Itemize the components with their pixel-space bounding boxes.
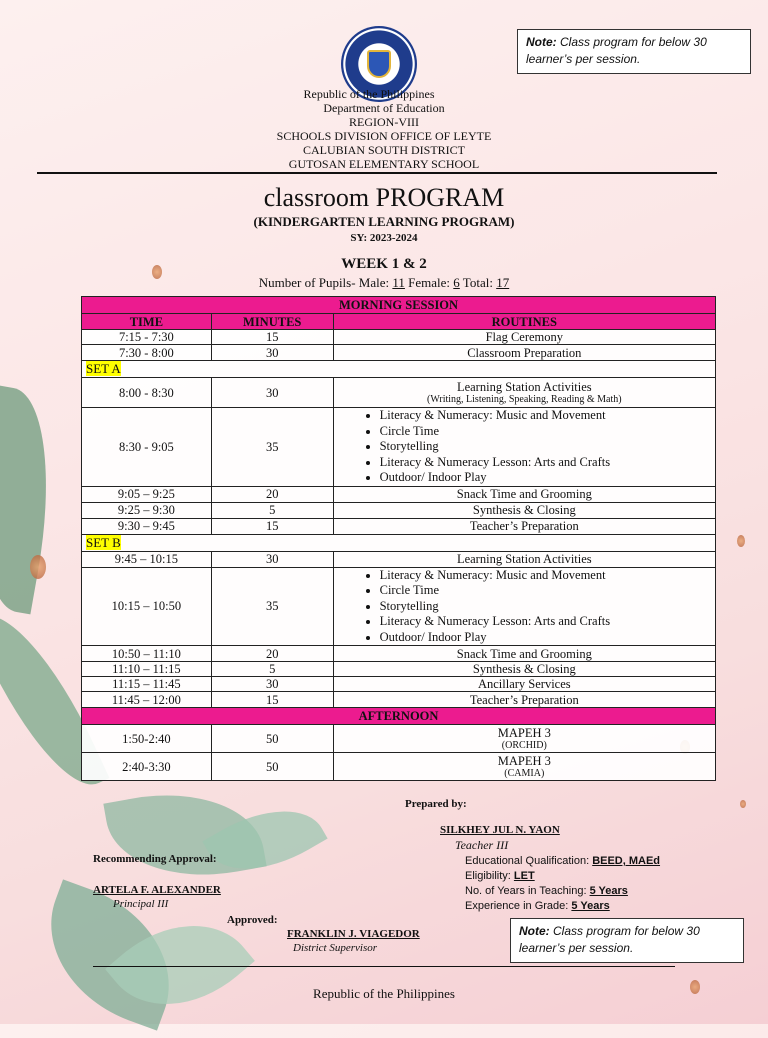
col-header-time: TIME (82, 314, 212, 330)
header-deped: Department of Education (323, 101, 445, 115)
list-item: • Circle Time (380, 424, 715, 440)
header-republic: Republic of the Philippines (303, 87, 435, 101)
table-row: 8:30 - 9:05 35 • Literacy & Numeracy: Music and Movement • Circle Time • Storytelling • Literacy & Numeracy Lesson: Arts and Crafts • Outdoor/ Indoor Play (82, 408, 716, 487)
note-box-bottom (510, 918, 744, 963)
note-box-top (517, 29, 751, 74)
pupils-count: Number of Pupils- Male: 11 Female: 6 Total: 17 (258, 275, 510, 290)
list-item: • Storytelling (380, 439, 715, 455)
note-text: Class program for below 30 learner’s per session. (519, 924, 700, 955)
decorative-dot (30, 555, 46, 579)
female-count: 6 (453, 275, 460, 290)
note-label: Note: (526, 35, 557, 49)
decorative-dot (737, 535, 745, 547)
approved-label: Approved: (227, 914, 278, 926)
principal-role: Principal III (113, 898, 169, 910)
school-year: SY: 2023-2024 (350, 232, 418, 244)
list-item: • Literacy & Numeracy Lesson: Arts and Crafts (380, 455, 715, 471)
table-row: 10:15 – 10:50 35 • Literacy & Numeracy: Music and Movement • Circle Time • Storytelling • Literacy & Numeracy Lesson: Arts and Crafts • Outdoor/ Indoor Play (82, 567, 716, 646)
total-count: 17 (496, 275, 510, 290)
col-header-routines: ROUTINES (333, 314, 715, 330)
male-count: 11 (392, 275, 405, 290)
experience-value: 5 Years (571, 900, 610, 912)
week-label: WEEK 1 & 2 (341, 256, 427, 272)
table-row: 1:50-2:40 50 MAPEH 3 (ORCHID) (82, 725, 716, 753)
table-row: 2:40-3:30 50 MAPEH 3 (CAMIA) (82, 753, 716, 781)
qualification-value: BEED, MAEd (592, 855, 661, 867)
table-row: 10:50 – 11:10 20 Snack Time and Grooming (82, 646, 716, 662)
page-subtitle: (KINDERGARTEN LEARNING PROGRAM) (253, 214, 515, 229)
teacher-qualifications: Educational Qualification: BEED, MAEd Eligibility: LET No. of Years in Teaching: 5 Years Experience in Grade: 5 Years (465, 855, 661, 912)
header-divider (37, 172, 717, 174)
decorative-leaf (202, 787, 327, 894)
afternoon-header: AFTERNOON (82, 708, 716, 725)
supervisor-role: District Supervisor (293, 942, 378, 954)
table-row: 11:15 – 11:45 30 Ancillary Services (82, 677, 716, 692)
header-division: SCHOOLS DIVISION OFFICE OF LEYTE (276, 129, 492, 143)
table-row: 7:30 - 8:00 30 Classroom Preparation (82, 345, 716, 361)
list-item: • Outdoor/ Indoor Play (380, 470, 715, 486)
footer-text: Republic of the Philippines (313, 986, 455, 1001)
table-row: 9:45 – 10:15 30 Learning Station Activities (82, 551, 716, 567)
note-label: Note: (519, 924, 550, 938)
table-row: 9:30 – 9:45 15 Teacher’s Preparation (82, 518, 716, 534)
list-item: • Literacy & Numeracy Lesson: Arts and Crafts (380, 614, 715, 630)
header-region: REGION-VIII (349, 115, 419, 129)
table-row: 8:00 - 8:30 30 Learning Station Activities (Writing, Listening, Speaking, Reading & Math) (82, 378, 716, 408)
list-item: • Circle Time (380, 583, 715, 599)
decorative-dot (740, 800, 746, 808)
list-item: • Storytelling (380, 599, 715, 615)
list-item: • Literacy & Numeracy: Music and Movement (380, 568, 715, 584)
list-item: • Literacy & Numeracy: Music and Movement (380, 408, 715, 424)
prepared-by-label: Prepared by: (405, 798, 467, 810)
activity-list (334, 568, 715, 646)
set-b-label: SET B (82, 534, 716, 551)
page-title: classroom PROGRAM (263, 183, 505, 212)
activity-list (334, 408, 715, 486)
teacher-name: SILKHEY JUL N. YAON (440, 824, 560, 836)
supervisor-name: FRANKLIN J. VIAGEDOR (287, 928, 420, 940)
years-teaching-value: 5 Years (589, 885, 628, 897)
table-row: 9:05 – 9:25 20 Snack Time and Grooming (82, 486, 716, 502)
schedule-table (81, 296, 716, 781)
teacher-role: Teacher III (455, 838, 509, 852)
decorative-leaf (0, 386, 69, 615)
set-a-label: SET A (82, 361, 716, 378)
eligibility-value: LET (513, 870, 535, 882)
list-item: • Outdoor/ Indoor Play (380, 630, 715, 646)
table-row: 11:45 – 12:00 15 Teacher’s Preparation (82, 692, 716, 708)
footer-divider (93, 966, 675, 967)
header-school: GUTOSAN ELEMENTARY SCHOOL (288, 157, 480, 171)
header-district: CALUBIAN SOUTH DISTRICT (303, 143, 465, 157)
recommending-approval-label: Recommending Approval: (93, 853, 217, 865)
morning-session-header: MORNING SESSION (82, 297, 716, 314)
col-header-minutes: MINUTES (211, 314, 333, 330)
table-row: 7:15 - 7:30 15 Flag Ceremony (82, 330, 716, 345)
table-row: 9:25 – 9:30 5 Synthesis & Closing (82, 502, 716, 518)
table-row: 11:10 – 11:15 5 Synthesis & Closing (82, 662, 716, 677)
principal-name: ARTELA F. ALEXANDER (93, 884, 221, 896)
note-text: Class program for below 30 learner’s per session. (526, 35, 707, 66)
